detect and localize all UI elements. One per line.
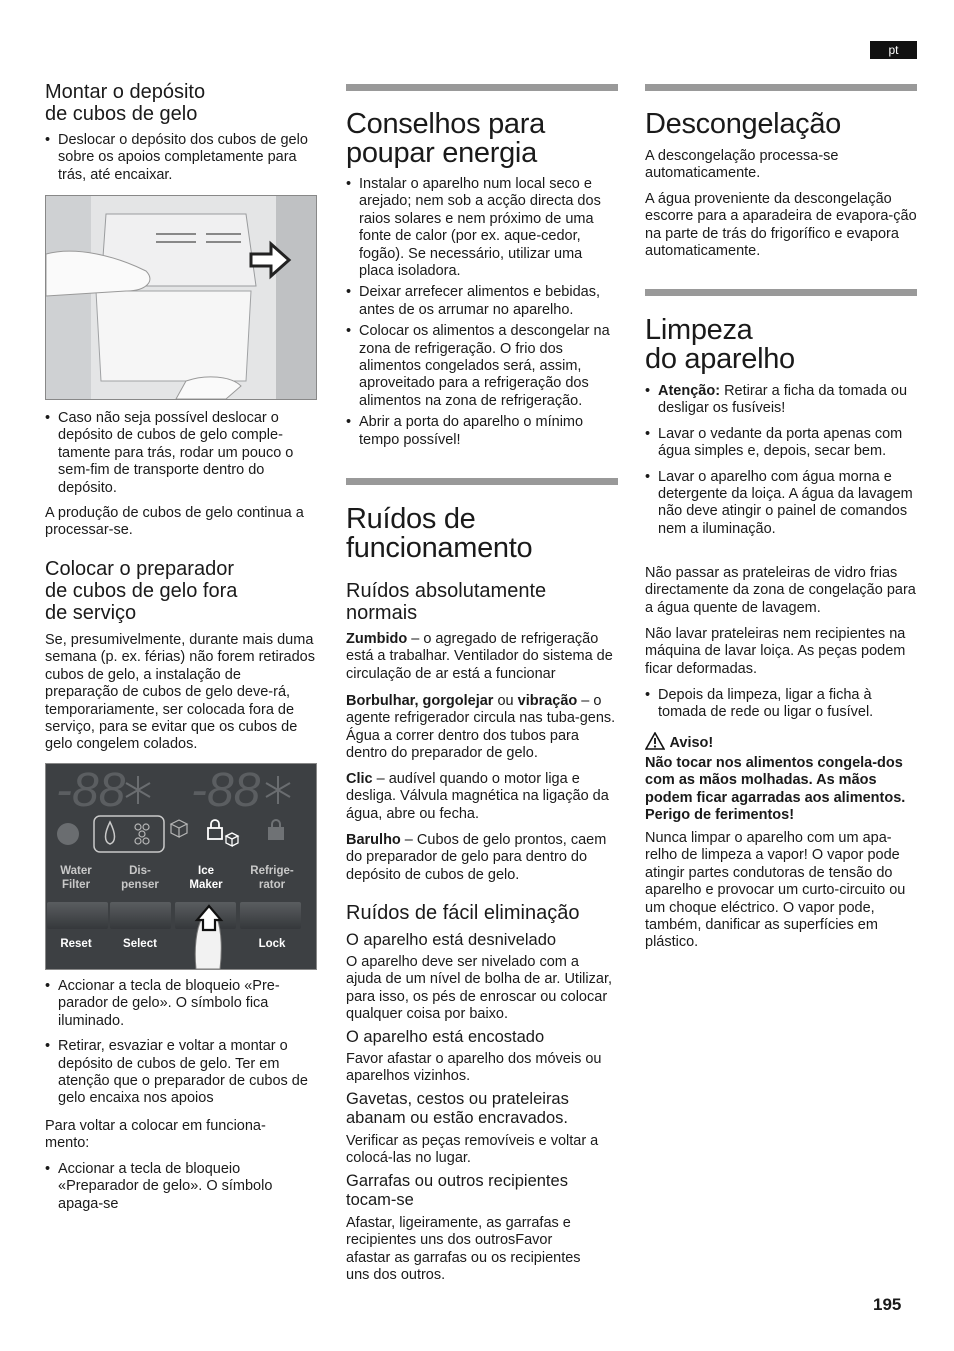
list-item: • Accionar a tecla de bloqueio «Preparador de gelo». O símbolo apaga-se	[45, 1161, 317, 1213]
paragraph: A água proveniente da descongelação escorre para a aparadeira de evapora-ção na parte de trás do frigorífico e evapora automaticamente.	[645, 191, 917, 260]
list-item: • Lavar o vedante da porta apenas com água simples e, depois, secar bem.	[645, 426, 917, 461]
finger-press-icon	[186, 904, 236, 969]
paragraph: Favor afastar o aparelho dos móveis ou aparelhos vizinhos.	[346, 1051, 602, 1085]
subheading-desnivelado: O aparelho está desnivelado	[346, 931, 557, 949]
label-dispenser: Dis- penser	[121, 865, 159, 891]
heading-colocar: Colocar o preparador de cubos de gelo fora de serviço	[45, 558, 238, 624]
water-drop-icon	[106, 822, 115, 844]
paragraph: Não lavar prateleiras nem recipientes na máquina de lavar loiça. As peças podem ficar deformadas.	[645, 626, 906, 677]
button-label-lock: Lock	[258, 938, 286, 950]
crushed-ice-icon	[135, 824, 149, 844]
section-rule	[645, 289, 917, 296]
list-item: • Abrir a porta do aparelho o mínimo tempo possível!	[346, 414, 618, 449]
paragraph: Afastar, ligeiramente, as garrafas e recipientes uns dos outrosFavor afastar as garrafas ou os recipientes uns dos outros.	[346, 1215, 581, 1284]
list-item: • Retirar, esvaziar e voltar a montar o depósito de cubos de gelo. Ter em atenção que o preparador de cubos de gelo encaixa nos apoios	[45, 1038, 317, 1108]
lock-key[interactable]	[240, 902, 301, 929]
panel-display	[46, 764, 316, 874]
heading-ruidos: Ruídos de funcionamento	[346, 503, 533, 564]
warning-label: Aviso!	[645, 732, 713, 752]
filter-indicator-icon	[57, 823, 79, 845]
list-item: • Instalar o aparelho num local seco e arejado; nem sob a acção directa dos raios solares e nem próximo de uma fonte de calor (por ex. aque-cedor, fogão). Se necessário, utilizar uma placa isoladora.	[346, 176, 618, 280]
language-tag: pt	[870, 41, 917, 59]
paragraph: Verificar as peças removíveis e voltar a colocá-las no lugar.	[346, 1133, 599, 1167]
heading-limpeza: Limpeza do aparelho	[645, 314, 795, 375]
section-rule	[346, 478, 618, 485]
list-item: • Caso não seja possível deslocar o depósito de cubos de gelo comple-tamente para trás, rodar um pouco o sem-fim de transporte dentro do depósito.	[45, 410, 317, 497]
select-key[interactable]	[110, 902, 171, 929]
paragraph: Não passar as prateleiras de vidro frias directamente da zona de congelação para a água quente de lavagem.	[645, 565, 916, 616]
limpeza-list-2	[645, 687, 917, 722]
ice-cube-icon	[171, 820, 187, 837]
list-item: • Depois da limpeza, ligar a ficha à tomada de rede ou ligar o fusível.	[645, 687, 917, 722]
paragraph-borbulhar: Borbulhar, gorgolejar ou vibração – o agente refrigerador circula nas tuba-gens. Água a correr dentro dos tubos para dentro do preparador de gelo.	[346, 693, 616, 762]
list-item: • Deixar arrefecer alimentos e bebidas, antes de os arrumar no aparelho.	[346, 284, 618, 319]
list-item: • Deslocar o depósito dos cubos de gelo sobre os apoios completamente para trás, até encaixar.	[45, 132, 317, 184]
limpeza-list	[645, 383, 917, 538]
heading-conselhos: Conselhos para poupar energia	[346, 108, 545, 169]
label-water-filter: Water Filter	[60, 865, 92, 891]
paragraph: Se, presumivelmente, durante mais duma semana (p. ex. férias) não forem retirados cubos de gelo, a instalação de preparação de cubos de gelo deve-rá, temporariamente, ser colocada fora de serviço, para se evitar que os cubos de gelo congelem colados.	[45, 632, 315, 753]
label-ice-maker: Ice Maker	[189, 865, 223, 891]
ice-bucket-photo	[45, 195, 317, 400]
display-digits-left: -88	[56, 764, 126, 817]
paragraph: Para voltar a colocar em funciona-mento:	[45, 1118, 266, 1152]
paragraph: A produção de cubos de gelo continua a processar-se.	[45, 505, 304, 539]
button-label-select: Select	[123, 938, 157, 950]
heading-montar: Montar o depósito de cubos de gelo	[45, 81, 206, 125]
display-digits-right: -88	[191, 764, 261, 817]
page-number: 195	[873, 1295, 902, 1314]
subheading-garrafas: Garrafas ou outros recipientes tocam-se	[346, 1172, 568, 1209]
lock-icon	[208, 820, 222, 839]
paragraph: Nunca limpar o aparelho com um apa-relho de limpeza a vapor! O vapor pode atingir partes condutoras de tensão do aparelho e provocar um curto-circuito ou um choque eléctrico. O vapor pode, também, danificar as superfícies em plástico.	[645, 830, 906, 951]
button-label-reset: Reset	[60, 938, 92, 950]
paragraph-zumbido: Zumbido – o agregado de refrigeração está a trabalhar. Ventilador do sistema de circulação de ar está a funcionar	[346, 631, 613, 682]
section-rule	[346, 84, 618, 91]
heading-facil: Ruídos de fácil eliminação	[346, 902, 580, 924]
ice-maker-lock-icon	[226, 833, 238, 846]
list-item: • Atenção: Retirar a ficha da tomada ou desligar os fusíveis!	[645, 383, 917, 418]
ice-bucket-illustration	[46, 196, 316, 399]
montar-list-2	[45, 410, 317, 497]
refrigerator-lock-icon	[269, 820, 283, 839]
paragraph: A descongelação processa-se automaticamente.	[645, 148, 839, 182]
heading-normais: Ruídos absolutamente normais	[346, 580, 547, 624]
montar-list	[45, 132, 317, 184]
subheading-gavetas: Gavetas, cestos ou prateleiras abanam ou estão encravados.	[346, 1090, 569, 1127]
list-item: • Lavar o aparelho com água morna e detergente da loiça. A água da lavagem não deve atingir o painel de comandos nem a iluminação.	[645, 469, 917, 539]
conselhos-list	[346, 176, 618, 449]
paragraph-clic: Clic – audível quando o motor liga e desliga. Válvula magnética na ligação da água, abre ou fecha.	[346, 771, 609, 822]
subheading-encostado: O aparelho está encostado	[346, 1028, 545, 1046]
label-refrigerator: Refrige- rator	[250, 865, 294, 891]
reset-key[interactable]	[47, 902, 108, 929]
warning-text: Não tocar nos alimentos congela-dos com as mãos molhadas. As mãos podem ficar agarradas aos alimentos. Perigo de ferimentos!	[645, 755, 906, 824]
warning-triangle-icon	[645, 732, 665, 750]
heading-descongelacao: Descongelação	[645, 108, 842, 140]
colocar-steps-list	[45, 978, 317, 1108]
section-rule	[645, 84, 917, 91]
list-item: • Accionar a tecla de bloqueio «Pre-parador de gelo». O símbolo fica iluminado.	[45, 978, 317, 1030]
list-item: • Colocar os alimentos a descongelar na zona de refrigeração. O frio dos alimentos congelados será, assim, aproveitado para a refrigeração dos alimentos na zona de refrigeração.	[346, 323, 618, 410]
voltar-list	[45, 1161, 317, 1213]
paragraph-barulho: Barulho – Cubos de gelo prontos, caem do preparador de gelo para dentro do depósito de cubos de gelo.	[346, 832, 607, 883]
paragraph: O aparelho deve ser nivelado com a ajuda de um nível de bolha de ar. Utilizar, para isso, os pés de enroscar ou colocar qualquer coisa por baixo.	[346, 954, 612, 1023]
control-panel-photo	[45, 763, 317, 970]
